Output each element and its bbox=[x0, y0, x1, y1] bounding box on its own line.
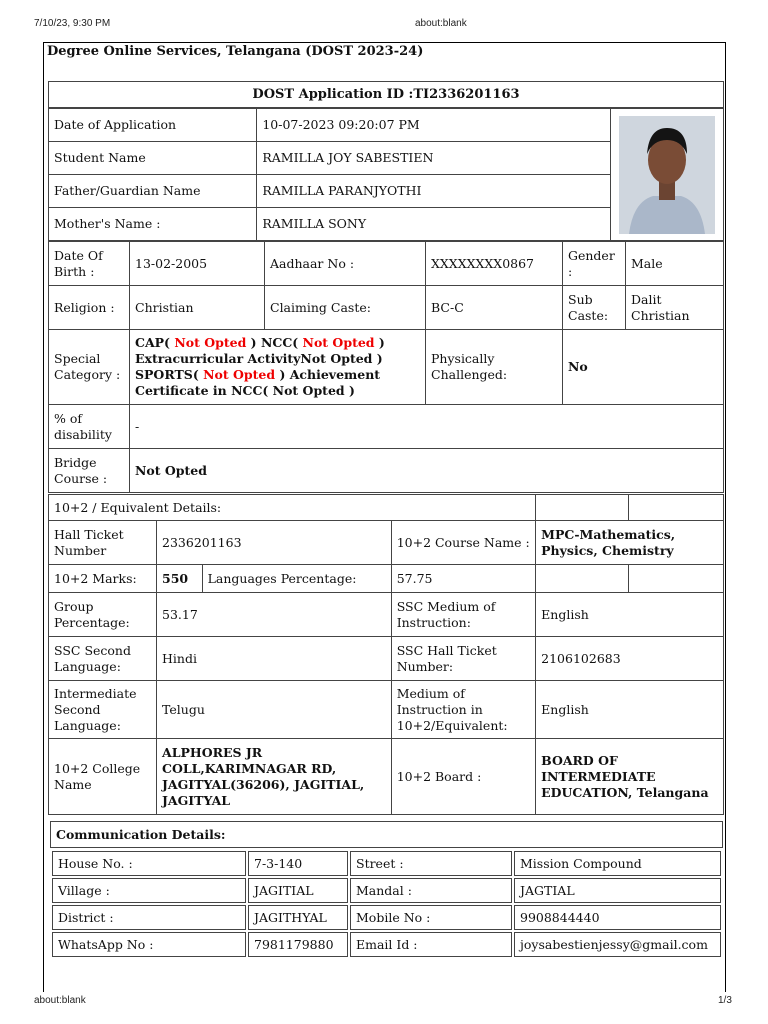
extracurricular-text: Extracurricular ActivityNot Opted ) bbox=[135, 351, 383, 366]
bridge-course-value: Not Opted bbox=[130, 449, 724, 493]
student-photo bbox=[619, 116, 715, 234]
hall-ticket-label: Hall Ticket Number bbox=[49, 521, 157, 565]
ssc-medium-value: English bbox=[536, 593, 724, 637]
marks-row-spacer-1 bbox=[536, 565, 629, 593]
ssc-hall-ticket-value: 2106102683 bbox=[536, 637, 724, 681]
subcaste-value: Dalit Christian bbox=[626, 286, 724, 330]
email-value: joysabestienjessy@gmail.com bbox=[514, 932, 721, 957]
mother-name-value: RAMILLA SONY bbox=[257, 208, 611, 241]
disability-label: % of disability bbox=[49, 405, 130, 449]
board-value: BOARD OF INTERMEDIATE EDUCATION, Telangana bbox=[536, 739, 724, 815]
print-footer-url: about:blank bbox=[34, 995, 86, 1006]
medium-of-instruction-value: English bbox=[536, 681, 724, 739]
mandal-label: Mandal : bbox=[350, 878, 512, 903]
village-value: JAGITIAL bbox=[248, 878, 348, 903]
house-no-label: House No. : bbox=[52, 851, 246, 876]
intermediate-language-value: Telugu bbox=[157, 681, 392, 739]
physically-challenged-label: Physically Challenged: bbox=[426, 330, 563, 405]
student-name-label: Student Name bbox=[49, 142, 257, 175]
district-label: District : bbox=[52, 905, 246, 930]
special-category-value bbox=[130, 330, 426, 405]
mobile-value: 9908844440 bbox=[514, 905, 721, 930]
date-of-application-value: 10-07-2023 09:20:07 PM bbox=[257, 109, 611, 142]
communication-section-label: Communication Details: bbox=[51, 822, 723, 848]
document-title: Degree Online Services, Telangana (DOST 2023-24) bbox=[47, 44, 424, 59]
communication-header-table bbox=[50, 821, 723, 848]
father-name-label: Father/Guardian Name bbox=[49, 175, 257, 208]
marks-label: 10+2 Marks: bbox=[49, 565, 157, 593]
cap-suffix: ) NCC( bbox=[246, 335, 303, 350]
student-name-value: RAMILLA JOY SABESTIEN bbox=[257, 142, 611, 175]
dob-label: Date Of Birth : bbox=[49, 242, 130, 286]
district-value: JAGITHYAL bbox=[248, 905, 348, 930]
whatsapp-value: 7981179880 bbox=[248, 932, 348, 957]
college-name-value: ALPHORES JR COLL,KARIMNAGAR RD, JAGITYAL(36206), JAGITIAL, JAGITYAL bbox=[157, 739, 392, 815]
religion-value: Christian bbox=[130, 286, 265, 330]
whatsapp-label: WhatsApp No : bbox=[52, 932, 246, 957]
education-header-spacer-2 bbox=[629, 495, 724, 521]
course-name-label: 10+2 Course Name : bbox=[391, 521, 535, 565]
disability-value: - bbox=[130, 405, 724, 449]
sports-suffix: ) Achievement bbox=[275, 367, 381, 382]
application-id: DOST Application ID :TI2336201163 bbox=[49, 82, 724, 108]
ncc-status: Not Opted bbox=[302, 335, 375, 350]
marks-row-spacer-2 bbox=[629, 565, 724, 593]
personal-extra-table bbox=[48, 241, 724, 493]
education-section-label: 10+2 / Equivalent Details: bbox=[49, 495, 536, 521]
caste-label: Claiming Caste: bbox=[265, 286, 426, 330]
gender-label: Gender : bbox=[563, 242, 626, 286]
mobile-label: Mobile No : bbox=[350, 905, 512, 930]
languages-percentage-label: Languages Percentage: bbox=[202, 565, 391, 593]
dob-value: 13-02-2005 bbox=[130, 242, 265, 286]
village-label: Village : bbox=[52, 878, 246, 903]
ssc-hall-ticket-label: SSC Hall Ticket Number: bbox=[391, 637, 535, 681]
subcaste-label: Sub Caste: bbox=[563, 286, 626, 330]
aadhaar-label: Aadhaar No : bbox=[265, 242, 426, 286]
bridge-course-label: Bridge Course : bbox=[49, 449, 130, 493]
street-value: Mission Compound bbox=[514, 851, 721, 876]
marks-value: 550 bbox=[157, 565, 203, 593]
medium-of-instruction-label: Medium of Instruction in 10+2/Equivalent: bbox=[391, 681, 535, 739]
languages-percentage-value: 57.75 bbox=[391, 565, 535, 593]
sports-prefix: SPORTS( bbox=[135, 367, 204, 382]
ncc-certificate-text: Certificate in NCC( Not Opted ) bbox=[135, 383, 355, 398]
personal-details-table bbox=[48, 108, 724, 241]
ssc-second-language-value: Hindi bbox=[157, 637, 392, 681]
mandal-value: JAGTIAL bbox=[514, 878, 721, 903]
ncc-suffix: ) bbox=[374, 335, 385, 350]
application-id-table bbox=[48, 81, 724, 108]
religion-label: Religion : bbox=[49, 286, 130, 330]
ssc-second-language-label: SSC Second Language: bbox=[49, 637, 157, 681]
special-category-label: Special Category : bbox=[49, 330, 130, 405]
communication-table bbox=[50, 849, 723, 959]
physically-challenged-value: No bbox=[563, 330, 724, 405]
print-timestamp: 7/10/23, 9:30 PM bbox=[34, 18, 111, 29]
street-label: Street : bbox=[350, 851, 512, 876]
course-name-value: MPC-Mathematics, Physics, Chemistry bbox=[536, 521, 724, 565]
sports-status: Not Opted bbox=[203, 367, 276, 382]
college-name-label: 10+2 College Name bbox=[49, 739, 157, 815]
print-page-title: about:blank bbox=[415, 18, 467, 29]
gender-value: Male bbox=[626, 242, 724, 286]
education-header-spacer-1 bbox=[536, 495, 629, 521]
mother-name-label: Mother's Name : bbox=[49, 208, 257, 241]
ssc-medium-label: SSC Medium of Instruction: bbox=[391, 593, 535, 637]
print-page-number: 1/3 bbox=[718, 995, 732, 1006]
photo-cell bbox=[611, 109, 724, 241]
cap-prefix: CAP( bbox=[135, 335, 175, 350]
education-table bbox=[48, 494, 724, 815]
intermediate-language-label: Intermediate Second Language: bbox=[49, 681, 157, 739]
caste-value: BC-C bbox=[426, 286, 563, 330]
cap-status: Not Opted bbox=[174, 335, 247, 350]
date-of-application-label: Date of Application bbox=[49, 109, 257, 142]
group-percentage-value: 53.17 bbox=[157, 593, 392, 637]
hall-ticket-value: 2336201163 bbox=[157, 521, 392, 565]
group-percentage-label: Group Percentage: bbox=[49, 593, 157, 637]
father-name-value: RAMILLA PARANJYOTHI bbox=[257, 175, 611, 208]
aadhaar-value: XXXXXXXX0867 bbox=[426, 242, 563, 286]
email-label: Email Id : bbox=[350, 932, 512, 957]
house-no-value: 7-3-140 bbox=[248, 851, 348, 876]
board-label: 10+2 Board : bbox=[391, 739, 535, 815]
